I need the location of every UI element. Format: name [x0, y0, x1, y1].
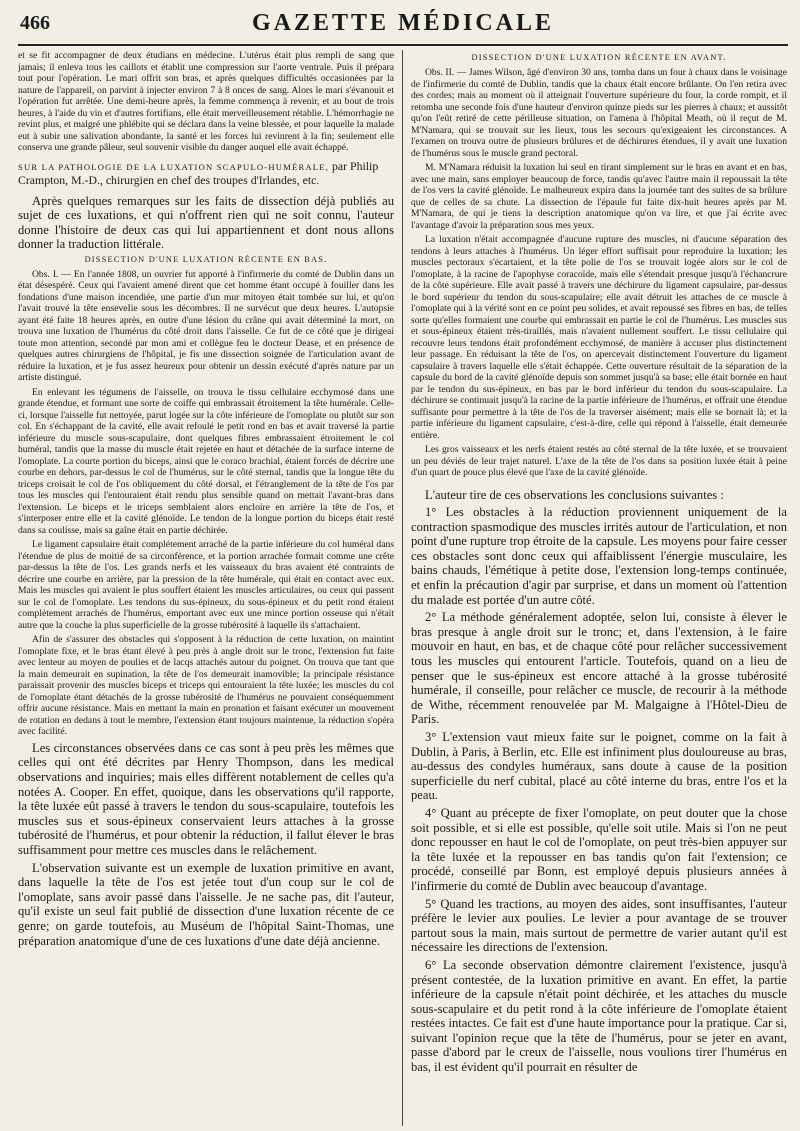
paragraph-tegumens: En enlevant les tégumens de l'aisselle, on trouva le tissu cellulaire ecchymosé dans une grande étendue, et formant une sorte de coiffe qui embrassait étroitement la tête humérale. Celle-ci, lorsque l'aisselle fut nettoyée, parut logée sur la côte inférieure de l'omoplate ou plutôt sur son col. En s'échappant de la cavité, elle avait refoulé le petit rond en bas et avait traversé la partie inférieure du muscle sous-scapulaire, dont quelques fibres embrassaient étroitement le col huméral, tandis que la masse du muscle était rejetée en haut et détachée de la surface interne de l'omoplate. La courte portion du biceps, ainsi que le coraco brachial, étaient forcés de décrire une courbe en dehors, par-dessus le col de l'humérus, sur le côté sternal, tandis que la longue tête du triceps croisait le col de l'os obliquement du côté dorsal, et l'étranglement de la tête de l'os par tous les muscles qui l'entouraient était rendu plus sensible quand on mettait l'avant-bras dans l'extension. Le biceps et le triceps semblaient alors encloire en arrière la tête de l'os, et s'interposer entre elle et la cavité glénoïde. Le tendon de la longue portion du biceps était resté dans sa coulisse, mais sa gaîne était en partie déchirée. [18, 386, 394, 536]
observation-2: Obs. II. — James Wilson, âgé d'environ 30 ans, tomba dans un four à chaux dans le voisinage de l'infirmerie du comté de Dublin, tandis que la chaux était encore brûlante. On l'en retira avec des cordes; mais au moment où il atteignait l'ouverture supérieure du four, la corde rompit, et il retomba une seconde fois d'une hauteur d'environ quinze pieds sur les pierres à chaux; et aussitôt qu'on l'eût retiré de cette périlleuse situation, on l'amena à l'hôpital Meath, où il reçut de M. M'Namara, qui se trouvait sur les lieux, tous les secours qu'exigeaient les circonstances. A l'examen on trouva outre de plusieurs brûlures et de déchirures étendues, il y avait une luxation de l'humérus sous le muscle grand pectoral. [411, 67, 787, 159]
conclusion-4: 4° Quant au précepte de fixer l'omoplate, on peut douter que la chose soit possible, et si elle est possible, qu'elle soit utile. Mais si l'on ne peut donc repousser en haut le col de l'omoplate, on peut très-bien appuyer sur la tête luxée et la repousser en bas tandis qu'on fait l'extension; ce procédé, conseillé par Bonn, est employé depuis plusieurs années à l'infirmerie du comté de Dublin avec beaucoup d'avantage. [411, 805, 787, 893]
paragraph-namara: M. M'Namara réduisit la luxation lui seul en tirant simplement sur le bras en avant et en bas, avec une main, sans employer beaucoup de force, tandis qu'avec l'autre main il repoussait la tête de l'os vers la cavité glénoïde. Le malheureux expira dans la journée tant des suites de sa brûlure que de celles de sa chute. La dissection de l'épaule fut faite dix-huit heures après par M. M'Namara, de qui je tiens la description anatomique qu'on va lire, et que j'ai écrite avec l'avantage d'avoir la préparation sous mes yeux. [411, 162, 787, 231]
conclusion-2: 2° La méthode généralement adoptée, selon lui, consiste à élever le bras presque à angle droit sur le tronc; et, dans l'extension, à le faire mouvoir en haut, en bas, et de chaque côté pour relâcher successivement tous les muscles qui entourent l'article. Toutefois, quand on a lieu de penser que le sus-épineux est encore attaché à la grosse tubérosité humérale, il conseille, pour relâcher ce muscle, de recourir à la méthode de Withe, récemment renouvelée par M. Malgaigne à l'Hôtel-Dieu de Paris. [411, 610, 787, 727]
subheading-down: DISSECTION D'UNE LUXATION RÉCENTE EN BAS. [84, 254, 328, 264]
journal-title: GAZETTE MÉDICALE [251, 10, 555, 36]
newspaper-page [18, 10, 788, 1126]
article-intro: Après quelques remarques sur les faits de dissection déjà publiés au sujet de ces luxations, et qui n'offrent rien qui ne soit connu, l'auteur donne l'histoire de deux cas qui lui appartiennent et dont nous allons donner la traduction littérale. [18, 193, 394, 252]
subheading-forward: DISSECTION D'UNE LUXATION RÉCENTE EN AVANT. [471, 53, 727, 62]
conclusion-5: 5° Quand les tractions, au moyen des aides, sont insuffisantes, l'auteur préfère le levier aux poulies. Le levier a pour avantage de se trouver partout sous la main, mais surtout de permettre de varier autant qu'il est nécessaire les directions de l'extension. [411, 896, 787, 955]
paragraph-ligament: Le ligament capsulaire était complétement arraché de la partie inférieure du col huméral dans l'étendue de plus de moitié de sa circonférence, et la portion arrachée formait comme une crête par-dessus la tête de l'os. Les grands nerfs et les vaisseaux du bras avaient été contraints de décrire une courbe en arrière, par la pression de la tête humérale, qui était en contact avec eux. Mais les muscles qui avaient le plus souffert étaient les muscles articulaires, ou ceux qui passent sur le col de l'omoplate. Les tendons du sus-épineux, du sous-épineux et du petit rond étaient complètement arrachés de l'humérus, emportant avec eux une mince portion osseuse qui n'était autre que la couche la plus superficielle de la grosse tubérosité à laquelle ils s'attachaient. [18, 539, 394, 631]
observation-1: Obs. I. — En l'année 1808, un ouvrier fut apporté à l'infirmerie du comté de Dublin dans un état désespéré. Ceux qui l'avaient amené dirent que cet homme étant occupé à fouiller dans les fondations d'une maison incendiée, une partie d'un mur mitoyen était tombée sur lui, et qu'on l'avait trouvé la tête enseveIie sous les décombres. Il ne survécut que deux heures. L'autopsie ayant été faite 18 heures après, en outre d'une lésion du crâne qui avait déterminé la mort, on trouva une luxation de l'humérus du côté droit dans l'aisselle. Ce fut de ce côté que je dirigeai toute mon attention, secondé par mon ami et collègue feu le docteur Dease, et en présence de quelques autres chirurgiens de l'hôpital, je fis une dissection soignée de l'articulation avant de réduire la luxation, et je fus assez heureux pour obtenir un dessin exécuté d'après nature par un artiste distingué. [18, 268, 394, 384]
paragraph-luxation: La luxation n'était accompagnée d'aucune rupture des muscles, ni d'aucune séparation des tendons à leurs attaches à l'humérus. Un léger effort suffisait pour reproduire la luxation; les muscles pectoraux s'écartaient, et la tête polie de l'os se trouvait logée alors sur le col de l'omoplate, à la racine de l'apophyse coracoïde, mais elle s'étendait presque jusqu'à l'échancrure de la côte supérieure. Elle avait passé à travers une déchirure du ligament capsulaire, par-dessus le bord supérieur du tendon du sous-scapulaire; elle avait détruit les attaches de ce muscle à l'omoplate qui à la vérité sont en ce point peu solides, et avait repoussé ses fibres en bas, de telles sorte qu'elles formaient une courbe qui embrassait en partie le col de l'humérus. Les muscles sus et sous-épineux étaient très-tiraillés, mais n'avaient nullement souffert. Le tissu cellulaire qui recouvre leurs tendons était profondément ecchymosé, de manière à accuser plus distinctement leur passage. En réduisant la tête de l'os, on apercevait distinctement l'ouverture du ligament capsulaire à travers laquelle elle s'était échappée. Cette ouverture résultait de la séparation de la capsule du bord de la cavité glénoïde depuis son sommet jusqu'à sa base; elle était bornée en haut par le tendon du sus-épineux, en bas par le bord inférieur du tendon du sous-scapulaire. La déchirure se continuait jusqu'à la racine de la partie inférieure de l'humérus, et offrait une étendue suffisante pour permettre à la tête de l'os de la traverser aisément; mais elle se bornait là; et la partie inférieure du ligament capsulaire, c'est-à-dire, celle qui répond à l'aisselle, était demeurée entière. [411, 234, 787, 441]
article-title [18, 160, 394, 188]
paragraph-reduction: Afin de s'assurer des obstacles qui s'opposent à la réduction de cette luxation, on maintint l'omoplate fixe, et le bras étant élevé à peu près à angle droit sur le tronc, l'extension fut faite avec lenteur au moyen de poulies et de lacqs attachés autour du poignet. On trouva que tant que la main demeurait en supination, la tête de l'os demeurait inamovible; la principale résistance paraissait provenir des muscles biceps et triceps qui entouraient la tête luxée; les muscles du col de l'omoplate étant détachés de la grosse tubérosité de l'humérus ne pouvaient conséquemment offrir aucune résistance. Mais en mettant la main en pronation et faisant exécuter un mouvement de rotation en dedans à tout le membre, l'extension étant toujours maintenue, la réduction s'opéra avec facilité. [18, 634, 394, 738]
conclusions-intro: L'auteur tire de ces observations les conclusions suivantes : [425, 487, 724, 502]
conclusion-1: 1° Les obstacles à la réduction proviennent uniquement de la contraction spasmodique des muscles irrités autour de l'articulation, et non point d'une rupture trop étroite de la capsule. Les moyens pour faire cesser ces obstacles sont donc ceux qui affaiblissent l'énergie musculaire, les bains chauds, l'émétique à petite dose, l'extension long-temps continuée, et enfin la précaution d'agir par surprise, et dans un moment où l'attention du malade est portée d'un autre côté. [411, 505, 787, 607]
text-columns [18, 50, 788, 1126]
page-header [18, 10, 788, 46]
article-title-byline: par Philip Crampton, M.-D., chirurgien en chef des troupes d'Irlandes, etc. [18, 158, 379, 187]
conclusion-3: 3° L'extension vaut mieux faite sur le poignet, comme on la fait à Dublin, à Paris, à Berlin, etc. Elle est infiniment plus douloureuse au bras, au-dessus des condyles huméraux, sans doute à cause de la position superficielle du nerf cubital, placé au côté interne du bras, entre l'os et la peau. [411, 730, 787, 803]
article-title-main: SUR LA PATHOLOGIE DE LA LUXATION SCAPULO-HUMÉRALE, [18, 161, 330, 172]
conclusion-6: 6° La seconde observation démontre clairement l'existence, jusqu'à présent contestée, de la luxation primitive en avant. En effet, la partie inférieure de la capsule n'était point déchirée, et les attaches du muscle sous-scapulaire et du petit rond à la côte inférieure de l'omoplate étaient restées intactes. Ce fait est d'une haute importance pour la pratique. Car si, suivant l'opinion reçue que la tête de l'humérus, pour se jeter en avant, passe d'abord par le creux de l'aisselle, nous voulions tirer l'humérus en bas, il est évident qu'il pourrait en résulter de [411, 957, 787, 1075]
intro-paragraph: et se fit accompagner de deux étudians en médecine. L'utérus était plus rempli de sang que jamais; il enleva tous les caillots et établit une compression sur l'aorte ventrale. Puis il prépara tout pour l'opération. Le mari offrit son bras, et après quelques difficultés occasionées par la nature de l'appareil, on parvint à injecter environ 7 à 8 onces de sang. Alors le mari s'évanouit et l'opération fut arrêtée. Une demi-heure après, la femme commença à revenir, et au bout de trois heures, à l'aide du vin et d'autres fortifians, elle était merveilleusement rétablie. L'hémorrhagie ne revint plus, et malgré une phlébite qui se déclara dans la veine blessée, et pour laquelle la malade eut à subir une salivation abondante, la santé et les forces lui revinrent à la fin; seulement elle conserva une grande pâleur, seul souvenir visible du danger auquel elle avait échappé. [18, 50, 394, 153]
paragraph-next-observation: L'observation suivante est un exemple de luxation primitive en avant, dans laquelle la tête de l'os est jetée tout d'un coup sur le col de l'omoplate, sans avoir passé dans l'aisselle. Je ne sache pas, dit l'auteur, qu'il existe un seul fait publié de dissection d'une luxation récente de ce genre; on garde toutefois, au Muséum de l'hôpital Saint-Thomas, une préparation anatomique d'une de ces luxations d'une date déjà ancienne. [18, 860, 394, 948]
paragraph-vessels: Les gros vaisseaux et les nerfs étaient restés au côté sternal de la tête luxée, et se trouvaient un peu déviés de leur trajet naturel. L'axe de la tête de l'os dans sa position luxée était à peine d'un quart de pouce plus élevé que l'axe de la cavité glénoïde. [411, 444, 787, 478]
left-column [18, 50, 402, 1126]
page-number: 466 [20, 12, 50, 34]
right-column [403, 50, 787, 1126]
paragraph-comparison: Les circonstances observées dans ce cas sont à peu près les mêmes que celles qui ont été décrites par Henry Thompson, dans les medical observations and inquiries; mais elles diffèrent notablement de celles qu'a notées A. Cooper. En effet, quoique, dans les observations qu'il rapporte, la tête luxée eût passé à travers le tendon du sous-scapulaire, toutefois les muscles sus et sous-épineux conservaient leurs attaches à la grosse tubérosité de l'humérus, et pour obtenir la réduction, il fallut élever le bras suffisamment pour mettre ces muscles dans le relâchement. [18, 740, 394, 858]
